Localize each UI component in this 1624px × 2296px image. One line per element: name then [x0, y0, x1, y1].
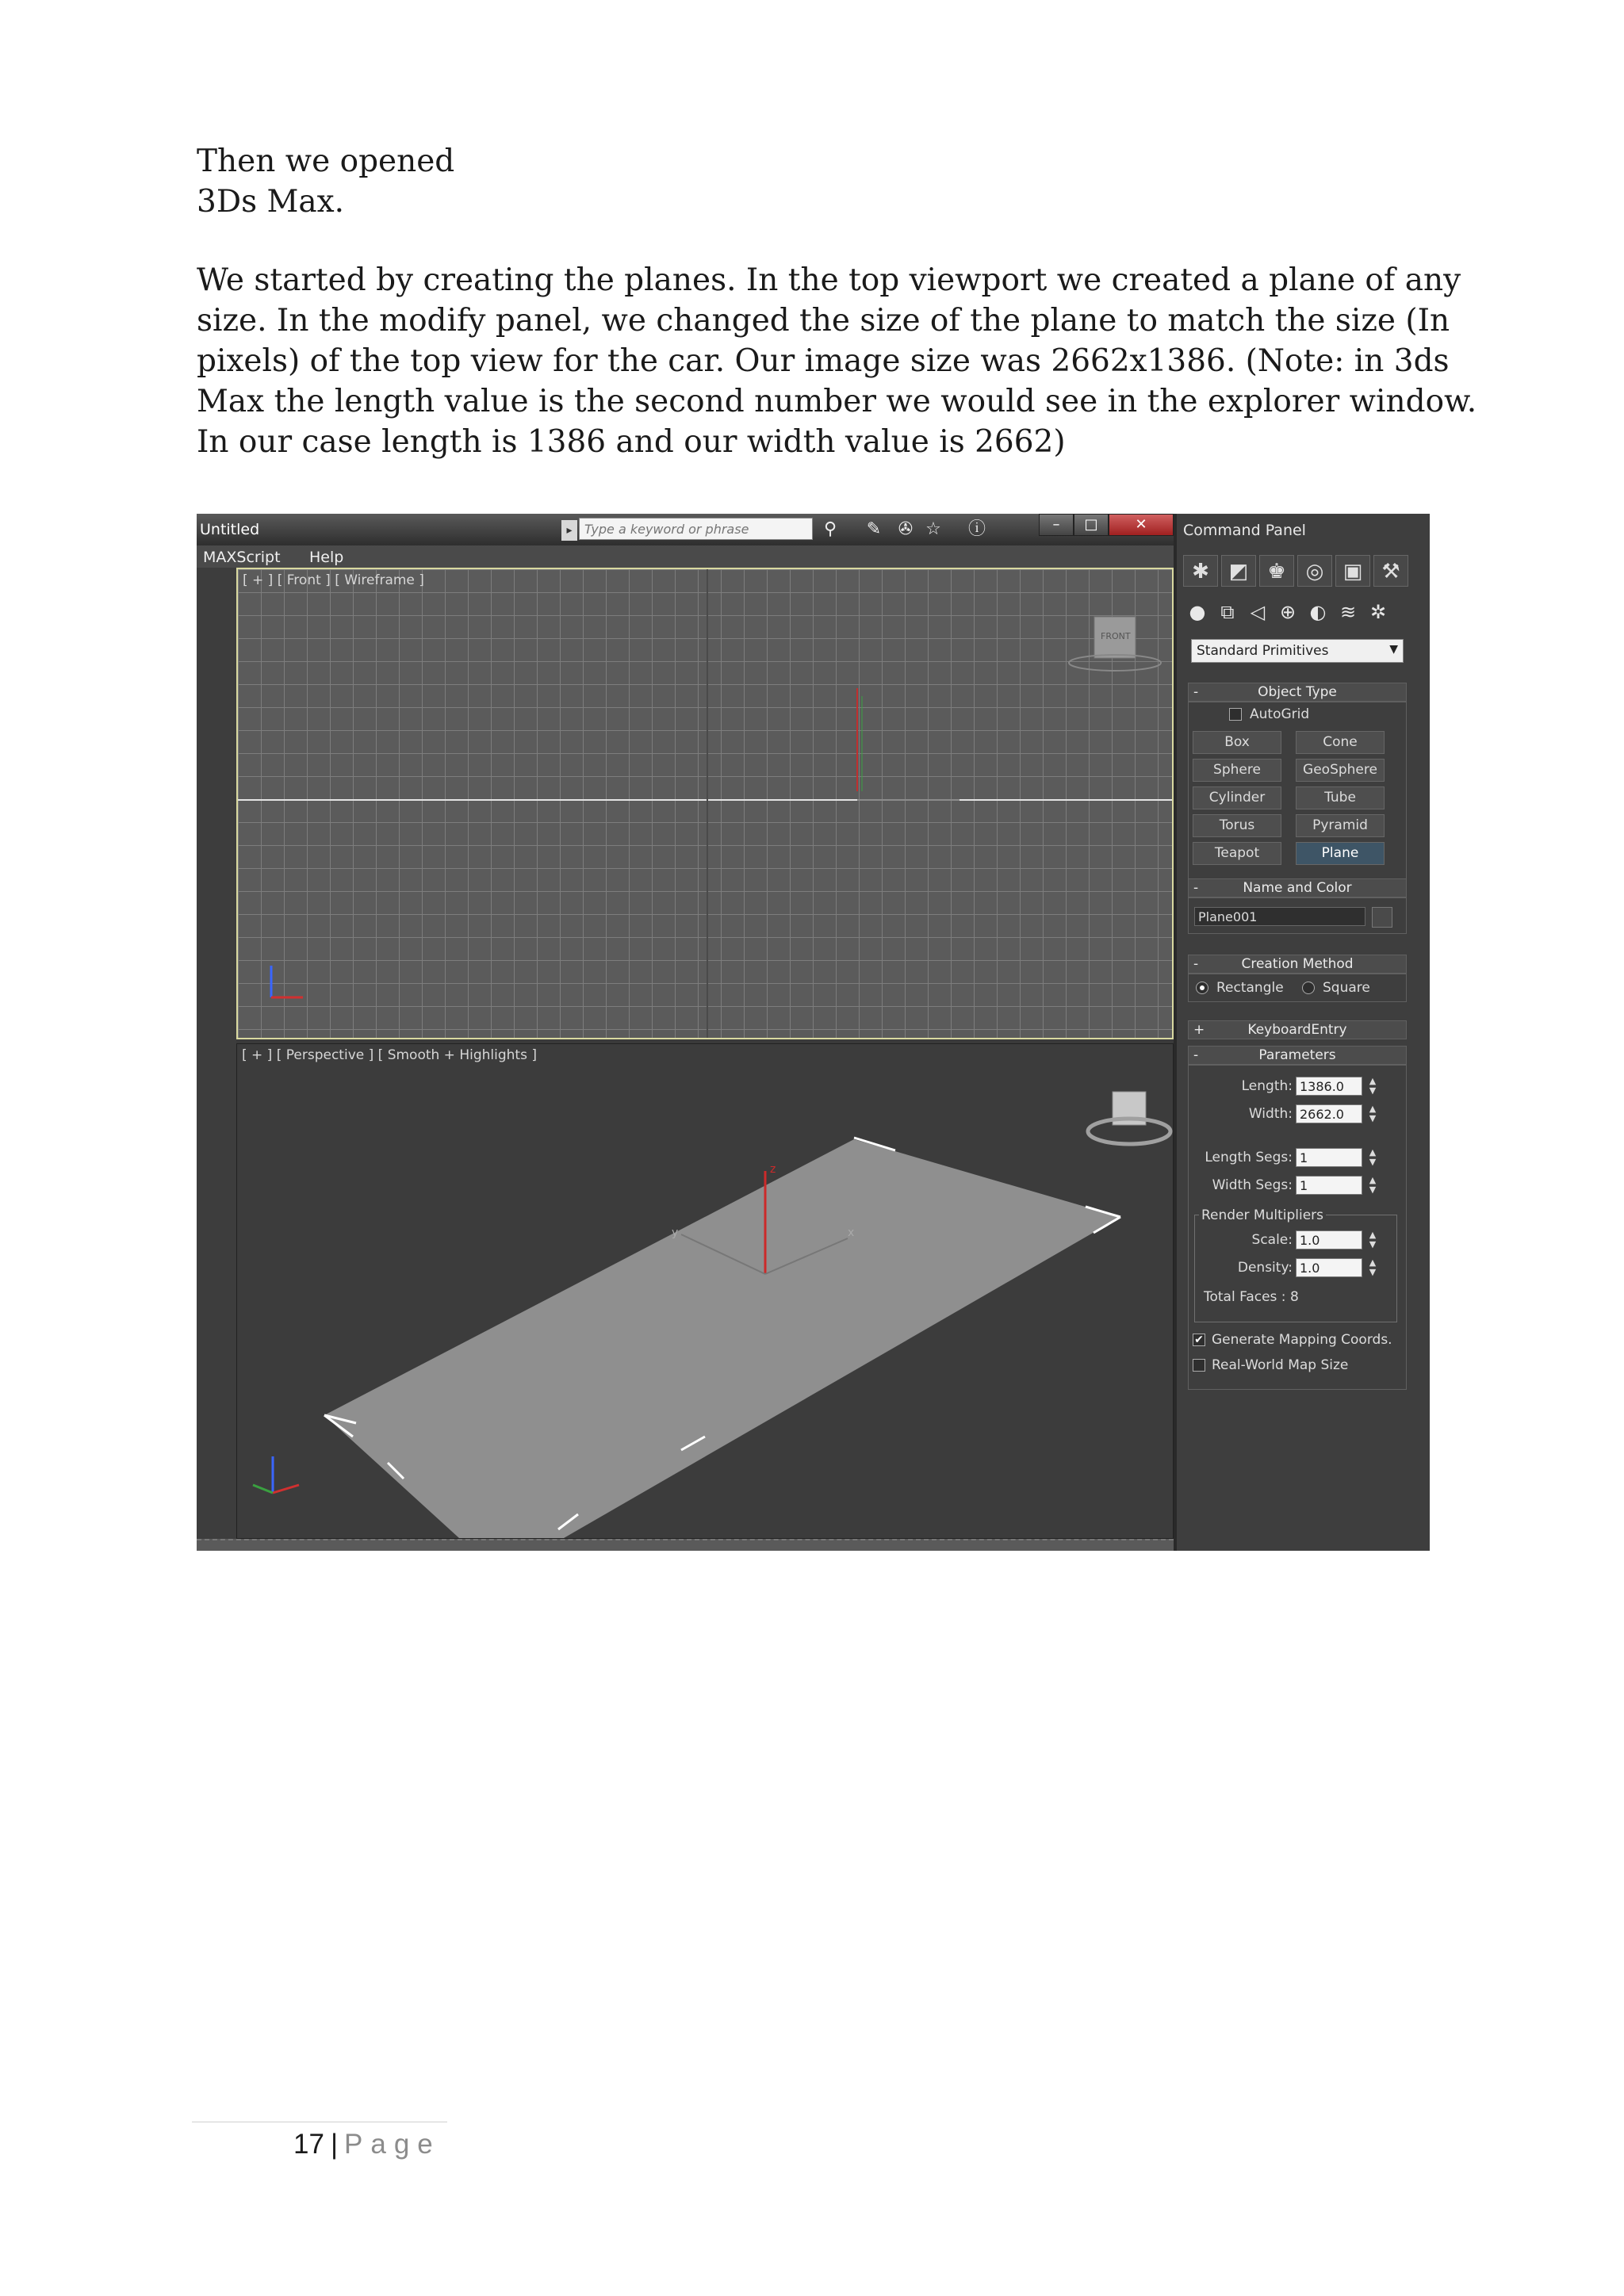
length-segs-input[interactable]: [1296, 1148, 1362, 1167]
rectangle-radio[interactable]: [1196, 982, 1208, 994]
density-spinner-icon[interactable]: ▲ ▼: [1369, 1257, 1377, 1277]
gizmo-y-label: y: [672, 1226, 679, 1239]
cylinder-button[interactable]: Cylinder: [1193, 786, 1281, 809]
search-input[interactable]: [579, 518, 813, 540]
paragraph-line: size. In the modify panel, we changed the size of the plane to match the size (In: [197, 303, 1450, 339]
command-panel: [1174, 514, 1430, 1551]
geometry-icon[interactable]: ●: [1189, 601, 1206, 623]
rollout-creation-method[interactable]: [1188, 955, 1407, 974]
square-radio[interactable]: [1302, 982, 1315, 994]
menu-bar: [197, 545, 1174, 568]
render-multipliers-label: Render Multipliers: [1199, 1207, 1326, 1223]
plane-button[interactable]: Plane: [1296, 842, 1385, 865]
generate-mapping-label: Generate Mapping Coords.: [1212, 1332, 1392, 1348]
tube-button[interactable]: Tube: [1296, 786, 1385, 809]
help-icon[interactable]: ⓘ: [967, 519, 986, 539]
total-faces-readout: Total Faces : 8: [1204, 1289, 1299, 1305]
box-button[interactable]: Box: [1193, 731, 1281, 754]
color-swatch[interactable]: [1372, 907, 1392, 928]
autogrid-label: AutoGrid: [1250, 706, 1310, 722]
chevron-down-icon: ▼: [1389, 643, 1398, 656]
density-label: Density:: [1237, 1260, 1293, 1276]
binoculars-icon[interactable]: ⚲: [823, 519, 837, 539]
collapse-icon: -: [1193, 880, 1199, 896]
cone-button[interactable]: Cone: [1296, 731, 1385, 754]
gizmo-z-label: z: [770, 1163, 776, 1176]
expand-icon: +: [1193, 1022, 1205, 1038]
search-arrow-icon[interactable]: ▸: [561, 520, 577, 541]
paragraph-line: pixels) of the top view for the car. Our image size was 2662x1386. (Note: in 3ds: [197, 343, 1450, 379]
length-spinner-icon[interactable]: ▲ ▼: [1369, 1076, 1377, 1096]
paragraph-line: In our case length is 1386 and our width value is 2662): [197, 424, 1066, 460]
width-spinner-icon[interactable]: ▲ ▼: [1369, 1104, 1377, 1123]
heading-text: [197, 141, 454, 222]
lights-icon[interactable]: ◁: [1250, 601, 1266, 623]
rollout-keyboard-entry[interactable]: [1188, 1020, 1407, 1039]
rollout-title: Creation Method: [1241, 956, 1354, 972]
cameras-icon[interactable]: ⊕: [1279, 601, 1297, 623]
length-label: Length:: [1241, 1078, 1293, 1094]
menu-item-maxscript[interactable]: MAXScript: [203, 549, 281, 566]
length-input[interactable]: [1296, 1077, 1362, 1096]
density-input[interactable]: [1296, 1258, 1362, 1277]
scale-label: Scale:: [1251, 1232, 1293, 1248]
object-name-input[interactable]: [1194, 907, 1365, 926]
autogrid-checkbox[interactable]: [1229, 708, 1242, 721]
heading-line: 3Ds Max.: [197, 184, 345, 220]
square-label: Square: [1323, 980, 1370, 996]
viewport-label[interactable]: [ + ] [ Perspective ] [ Smooth + Highlights ]: [242, 1047, 537, 1063]
collapse-icon: -: [1193, 1047, 1199, 1063]
body-paragraph: [197, 260, 1477, 462]
width-segs-label: Width Segs:: [1212, 1177, 1293, 1193]
title-bar: [197, 514, 1174, 545]
axis-tripod-y: [253, 1485, 273, 1493]
collapse-icon: -: [1193, 956, 1199, 972]
rollout-parameters[interactable]: [1188, 1046, 1407, 1065]
length-segs-spinner-icon[interactable]: ▲ ▼: [1369, 1147, 1377, 1167]
utilities-tab-icon[interactable]: ⚒: [1373, 555, 1408, 587]
gizmo-x-label: x: [848, 1226, 855, 1239]
left-viewport-strip: [197, 568, 236, 1551]
shapes-icon[interactable]: ⧉: [1220, 601, 1235, 623]
pyramid-button[interactable]: Pyramid: [1296, 814, 1385, 837]
sphere-button[interactable]: Sphere: [1193, 759, 1281, 782]
page-footer: [293, 2129, 441, 2160]
width-label: Width:: [1248, 1106, 1293, 1122]
width-segs-spinner-icon[interactable]: ▲ ▼: [1369, 1175, 1377, 1195]
length-segs-label: Length Segs:: [1205, 1150, 1293, 1165]
communication-icon[interactable]: ✇: [898, 519, 914, 539]
menu-item-help[interactable]: Help: [309, 549, 344, 566]
scale-spinner-icon[interactable]: ▲ ▼: [1369, 1230, 1377, 1249]
collapse-icon: -: [1193, 684, 1199, 700]
rollout-title: KeyboardEntry: [1247, 1022, 1347, 1038]
rollout-object-type[interactable]: [1188, 683, 1407, 702]
window-title: Untitled: [200, 521, 260, 538]
modify-tab-icon[interactable]: ◩: [1221, 555, 1256, 587]
motion-tab-icon[interactable]: ◎: [1297, 555, 1332, 587]
generate-mapping-checkbox[interactable]: ✔: [1193, 1334, 1205, 1346]
perspective-scene: [237, 1044, 1173, 1538]
teapot-button[interactable]: Teapot: [1193, 842, 1281, 865]
create-tab-icon[interactable]: ✱: [1183, 555, 1218, 587]
helpers-icon[interactable]: ◐: [1309, 601, 1327, 623]
category-select-value: Standard Primitives: [1197, 643, 1329, 659]
rollout-title: Parameters: [1258, 1047, 1336, 1063]
viewcube-label: FRONT: [1101, 631, 1131, 641]
width-segs-input[interactable]: [1296, 1176, 1362, 1195]
page-word: Page: [344, 2129, 441, 2160]
spacewarps-icon[interactable]: ≋: [1339, 601, 1357, 623]
close-icon[interactable]: ✕: [1109, 514, 1174, 536]
heading-line: Then we opened: [197, 144, 455, 179]
3dsmax-screenshot: [197, 514, 1430, 1551]
maximize-icon[interactable]: □: [1074, 514, 1109, 536]
paragraph-line: Max the length value is the second number we would see in the explorer window.: [197, 384, 1477, 419]
viewport-label[interactable]: [ + ] [ Front ] [ Wireframe ]: [243, 572, 424, 588]
geosphere-button[interactable]: GeoSphere: [1296, 759, 1385, 782]
hierarchy-tab-icon[interactable]: ♚: [1259, 555, 1294, 587]
minimize-icon[interactable]: –: [1039, 514, 1074, 536]
wrench-icon[interactable]: ✎: [866, 519, 882, 539]
page-number: 17: [293, 2129, 324, 2160]
paragraph-line: We started by creating the planes. In the top viewport we created a plane of any: [197, 262, 1461, 298]
perspective-viewport[interactable]: [236, 1043, 1174, 1539]
width-input[interactable]: [1296, 1104, 1362, 1123]
rollout-title: Name and Color: [1243, 880, 1352, 896]
display-tab-icon[interactable]: ▣: [1335, 555, 1370, 587]
real-world-checkbox[interactable]: [1193, 1359, 1205, 1372]
rectangle-label: Rectangle: [1216, 980, 1284, 996]
real-world-label: Real-World Map Size: [1212, 1357, 1349, 1373]
axis-tripod-x: [273, 1485, 299, 1493]
rollout-title: Object Type: [1258, 684, 1337, 700]
torus-button[interactable]: Torus: [1193, 814, 1281, 837]
systems-icon[interactable]: ✲: [1369, 601, 1387, 623]
command-panel-title: Command Panel: [1183, 522, 1306, 539]
favorites-star-icon[interactable]: ☆: [925, 519, 941, 539]
category-select[interactable]: [1191, 639, 1404, 663]
page-separator: |: [330, 2129, 339, 2160]
front-viewport-overlay: [238, 569, 1172, 1038]
front-viewport[interactable]: [236, 568, 1174, 1039]
rollout-name-color[interactable]: [1188, 878, 1407, 897]
time-slider-track[interactable]: [197, 1539, 1174, 1551]
scale-input[interactable]: [1296, 1230, 1362, 1249]
plane-object[interactable]: [324, 1139, 1120, 1538]
